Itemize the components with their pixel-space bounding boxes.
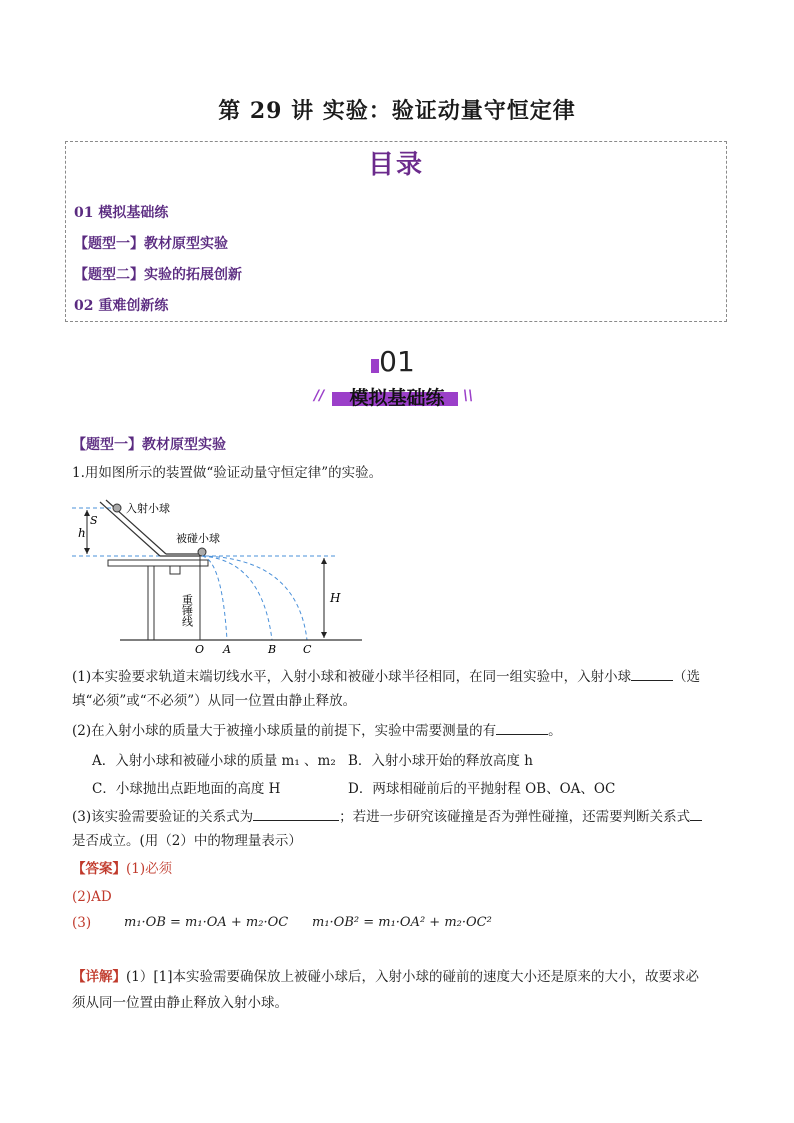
option-a: A．入射小球和被碰小球的质量 m₁ 、m₂ bbox=[92, 753, 336, 769]
point-o-label: O bbox=[195, 643, 205, 654]
answer-label: 【答案】 bbox=[72, 861, 126, 877]
detail-label: 【详解】 bbox=[72, 969, 126, 985]
answer-line-1: 【答案】(1)必须 bbox=[72, 861, 173, 877]
part3-blank-1[interactable] bbox=[253, 806, 339, 821]
question-stem: 1.用如图所示的装置做“验证动量守恒定律”的实验。 bbox=[72, 465, 383, 481]
H-label: H bbox=[330, 591, 341, 605]
part3-blank-2[interactable] bbox=[690, 806, 702, 821]
part1-blank[interactable] bbox=[631, 666, 673, 681]
toc-item-advanced[interactable]: 02 重难创新练 bbox=[74, 298, 169, 314]
trajectory-b bbox=[202, 556, 272, 640]
struck-ball bbox=[198, 548, 206, 556]
answer-line-3-prefix: (3) bbox=[72, 915, 92, 931]
part1-line2: 填“必须”或“不必须”）从同一位置由静止释放。 bbox=[72, 693, 357, 709]
part1-line1: (1)本实验要求轨道末端切线水平，入射小球和被碰小球半径相同，在同一组实验中，入射小球 （选 bbox=[72, 666, 700, 688]
point-b-label: B bbox=[268, 643, 277, 654]
option-c: C．小球抛出点距地面的高度 H bbox=[92, 781, 281, 797]
answer-line-2: (2)AD bbox=[72, 889, 112, 905]
banner-slash-right-icon: \\ bbox=[463, 388, 474, 404]
incident-ball bbox=[113, 504, 121, 512]
experiment-diagram bbox=[72, 498, 372, 654]
part3-line1: (3)该实验需要验证的关系式为 ；若进一步研究该碰撞是否为弹性碰撞，还需要判断关系式 bbox=[72, 806, 702, 828]
formula-momentum: m₁·OB = m₁·OA + m₂·OC bbox=[124, 915, 289, 930]
section-number: 01 bbox=[379, 345, 415, 378]
incident-ball-label: 入射小球 bbox=[126, 502, 170, 515]
trajectory-c bbox=[202, 556, 307, 640]
struck-ball-label: 被碰小球 bbox=[176, 532, 220, 545]
type-heading: 【题型一】教材原型实验 bbox=[72, 437, 226, 453]
s-label: S bbox=[90, 514, 98, 527]
toc-heading: 目录 bbox=[367, 150, 424, 180]
trajectory-a bbox=[202, 556, 227, 640]
table-of-contents bbox=[65, 141, 727, 322]
plumb-line-label: 重锤线 bbox=[180, 594, 194, 627]
h-label: h bbox=[78, 526, 86, 540]
banner-slash-left-icon: // bbox=[314, 388, 325, 404]
option-b: B．入射小球开始的释放高度 h bbox=[348, 753, 533, 769]
section-banner: 模拟基础练 bbox=[349, 387, 445, 409]
page-title: 第 29 讲 实验：验证动量守恒定律 bbox=[218, 98, 576, 124]
part3-line2: 是否成立。(用（2）中的物理量表示） bbox=[72, 833, 302, 849]
detail-line-1: 【详解】(1）[1]本实验需要确保放上被碰小球后，入射小球的碰前的速度大小还是原来的大小，故要求必 bbox=[72, 969, 699, 985]
part2-line: (2)在入射小球的质量大于被撞小球质量的前提下，实验中需要测量的有 。 bbox=[72, 720, 562, 742]
point-c-label: C bbox=[303, 643, 312, 654]
toc-item-type-one[interactable]: 【题型一】教材原型实验 bbox=[74, 236, 228, 252]
toc-item-basic[interactable]: 01 模拟基础练 bbox=[74, 205, 169, 221]
detail-line-2: 须从同一位置由静止释放入射小球。 bbox=[72, 995, 288, 1011]
toc-item-type-two[interactable]: 【题型二】实验的拓展创新 bbox=[74, 267, 242, 283]
part2-blank[interactable] bbox=[496, 720, 548, 735]
point-a-label: A bbox=[223, 643, 231, 654]
option-d: D．两球相碰前后的平抛射程 OB、OA、OC bbox=[348, 781, 616, 797]
formula-energy: m₁·OB² = m₁·OA² + m₂·OC² bbox=[312, 915, 492, 930]
